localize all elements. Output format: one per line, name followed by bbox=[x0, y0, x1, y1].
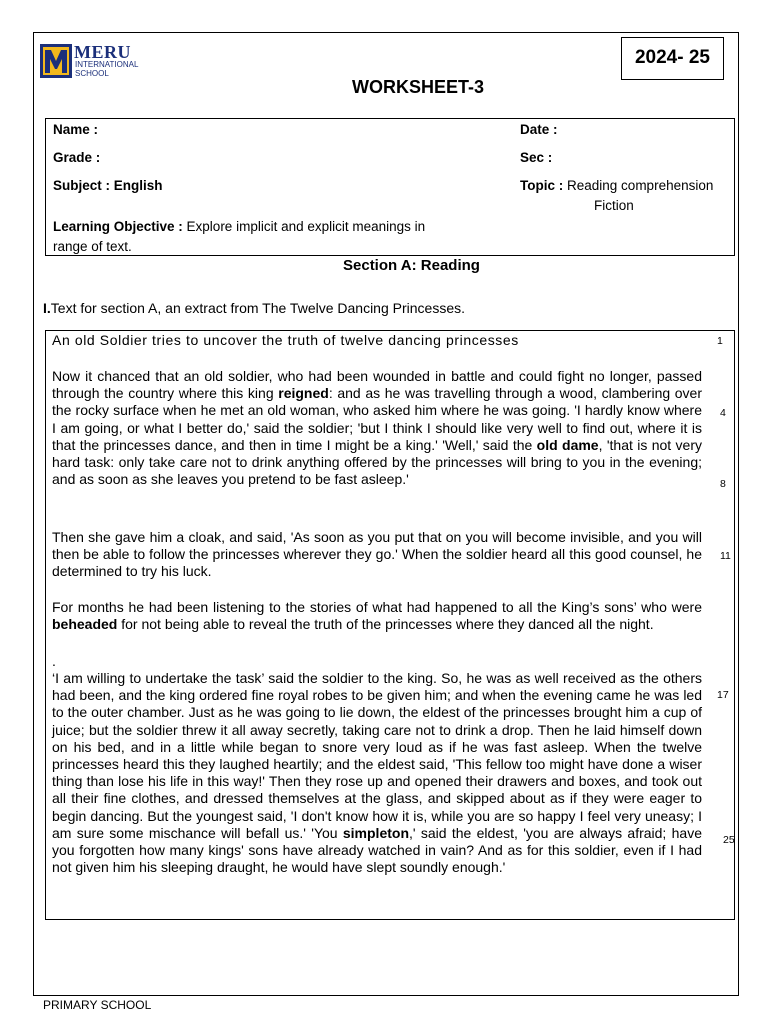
passage-paragraph-3: For months he had been listening to the stories of what had happened to all the King’s sons’ who were beheaded for not being able to reveal the truth of the princesses where they danced all the night. bbox=[52, 599, 702, 633]
vocab-old-dame: old dame bbox=[536, 436, 599, 453]
line-number: 4 bbox=[720, 407, 726, 419]
footer-label: PRIMARY SCHOOL bbox=[43, 998, 152, 1012]
line-number: 11 bbox=[720, 550, 731, 562]
vocab-beheaded: beheaded bbox=[52, 616, 118, 633]
learning-objective bbox=[53, 219, 425, 234]
academic-year: 2024- 25 bbox=[621, 37, 724, 80]
worksheet-title: WORKSHEET-3 bbox=[352, 77, 485, 97]
logo-subtitle: INTERNATIONAL SCHOOL bbox=[75, 60, 139, 78]
objective-label: Learning Objective : bbox=[53, 219, 183, 234]
school-logo bbox=[40, 44, 180, 84]
passage-dot: . bbox=[52, 653, 56, 669]
line-number: 25 bbox=[723, 834, 735, 846]
passage-paragraph-2: Then she gave him a cloak, and said, 'As soon as you put that on you will become invisible, and you will then be able to follow the princesses wherever they go.' When the soldier heard all this good counsel, he determined to try his luck. bbox=[52, 529, 702, 580]
line-number: 17 bbox=[717, 689, 729, 701]
objective-value-2: range of text. bbox=[53, 239, 132, 254]
subject-label: Subject : English bbox=[53, 178, 163, 193]
section-title: Section A: Reading bbox=[343, 257, 480, 274]
name-label: Name : bbox=[53, 122, 99, 137]
logo-wordmark: MERU bbox=[74, 42, 131, 62]
intro-body: Text for section A, an extract from The Twelve Dancing Princesses. bbox=[50, 300, 466, 316]
vocab-reigned: reigned bbox=[278, 385, 329, 402]
topic-value-2: Fiction bbox=[594, 198, 634, 213]
student-info-box bbox=[45, 118, 735, 256]
line-number: 8 bbox=[720, 478, 726, 490]
topic-value: Reading comprehension bbox=[567, 178, 714, 193]
vocab-simpleton: simpleton bbox=[342, 824, 409, 841]
sec-label: Sec : bbox=[520, 150, 553, 165]
grade-label: Grade : bbox=[53, 150, 101, 165]
topic-field bbox=[520, 178, 713, 193]
intro-text bbox=[43, 300, 465, 316]
passage-heading: An old Soldier tries to uncover the truth of twelve dancing princesses bbox=[52, 332, 519, 348]
passage-paragraph-1: Now it chanced that an old soldier, who had been wounded in battle and could fight no longer, passed through the country where this king reigned: and as he was travelling through a wood, clambering over the rocky surface when he met an old woman, who asked him where he was going. 'I hardly know where I am going, or what I better do,' said the soldier; 'but I think I should like very well to find out, where it is that the princesses dance, and then in time I might be a king.' 'Well,' said the old dame, 'that is not very hard task: only take care not to drink anything offered by the princesses will bring to you in the evening; and as soon as she leaves you pretend to be fast asleep.' bbox=[52, 368, 703, 488]
date-label: Date : bbox=[520, 122, 558, 137]
line-number: 1 bbox=[717, 335, 723, 347]
passage-paragraph-4: ‘I am willing to undertake the task’ said the soldier to the king. So, he was as well received as the others had been, and the king ordered fine royal robes to be given him; and when the evening came he was led to the outer chamber. Just as he was going to lie down, the eldest of the princesses brought him a cup of juice; but the soldier threw it all away secretly, taking care not to drink a drop. Then he laid himself down on his bed, and in a little while began to snore very loud as if he was fast asleep. When the twelve princesses heard this they laughed heartily; and the eldest said, 'This fellow too might have done a wiser thing than lose his life in this way!' Then they rose up and opened their drawers and boxes, and took out all their fine clothes, and dressed themselves at the glass, and skipped about as if they were eager to begin dancing. But the youngest said, 'I don't know how it is, while you are so happy I feel very uneasy; I am sure some mischance will befall us.' 'You simpleton,' said the eldest, 'you are always afraid; have you forgotten how many kings' sons have already watched in vain? And as for this soldier, even if I had not given him his sleeping draught, he would have slept soundly enough.' bbox=[52, 670, 702, 876]
school-crest-icon bbox=[40, 44, 72, 78]
objective-value: Explore implicit and explicit meanings in bbox=[186, 219, 426, 234]
passage-box bbox=[45, 330, 735, 920]
intro-prefix: I. bbox=[43, 300, 51, 316]
topic-label: Topic : bbox=[520, 178, 564, 193]
